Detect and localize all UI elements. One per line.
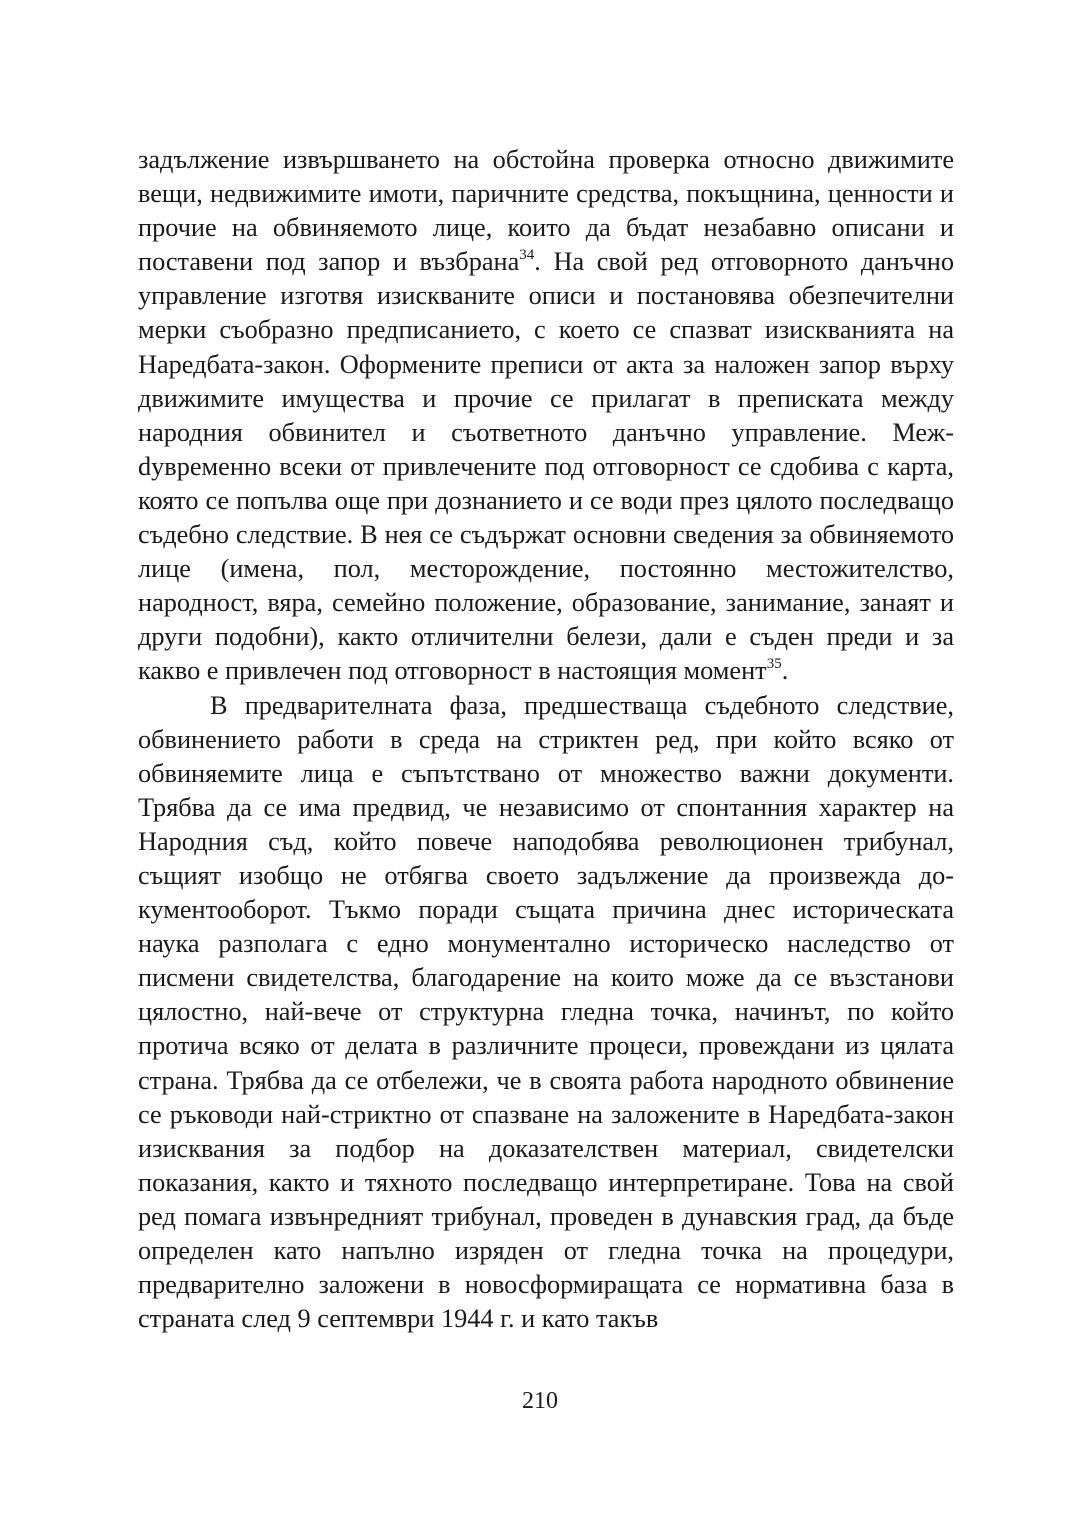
footnote-ref-34: 34 [519, 246, 535, 263]
footnote-ref-35: 35 [766, 655, 782, 672]
paragraph-1-part-1: задължение извършването на обстойна проверка относно движимите вещи, недвижимите имоти, паричните средства, покъщнина, ценности и прочие на обвиняемото лице, които да бъдат незабавно описани и поставени под запор и възбрана [138, 145, 954, 277]
main-text [138, 143, 954, 1336]
paragraph-1-part-3: . [781, 656, 789, 686]
paragraph-1 [138, 143, 954, 689]
paragraph-2: В предварителната фаза, предшестваща съдебното следствие, обвинението работи в среда на стриктен ред, при който всяко от обвиняемите лица е съпътствано от множество важни документи. Трябва да се има предвид, че независимо от спонтанния характер на Народния съд, който повече наподобява революционен трибунал, същият изобщо не отбягва своето задължение да произвежда документооборот. Тъкмо поради същата причина днес историческата наука разполага с едно монументално историческо наследство от писмени свидетелства, благодарение на които може да се възстанови цялостно, най-вече от структурна гледна точка, начинът, по който протича всяко от делата в различните процеси, провеждани из цялата страна. Трябва да се отбележи, че в своята работа народното обвинение се ръководи най-стриктно от спазване на заложените в Наредбата-закон изисквания за подбор на доказателствен материал, свидетелски показания, както и тяхното последващо интерпретиране. Това на свой ред помага извънредният трибунал, проведен в дунавския град, да бъде определен като напълно изряден от гледна точка на процедури, предварително заложени в новосформиращата се нормативна база в страната след 9 септември 1944 г. и като такъв [138, 690, 954, 1334]
page-number: 210 [522, 1388, 558, 1414]
paragraph-1-part-2: . На свой ред отговорното данъчно управление изготвя изискваните описи и постановява обезпечителни мерки съобразно предписанието, с което се спазват изискванията на Наредбата-закон. Оформените преписи от акта за наложен запор върху движимите имущества и прочие се прилагат в преписката между народния обвинител и съответното данъчно управление. Межdувременно всеки от привлечените под отговорност се сдобива с карта, която се попълва още при дознанието и се води през цялото последващо съдебно следствие. В нея се съдържат основни сведения за обвиняемото лице (имена, пол, месторождение, постоянно местожителство, народност, вяра, семейно положение, образование, занимание, занаят и други подобни), както отличителни белези, дали е съден преди и за какво е привлечен под отговорност в настоящия момент [138, 247, 954, 686]
